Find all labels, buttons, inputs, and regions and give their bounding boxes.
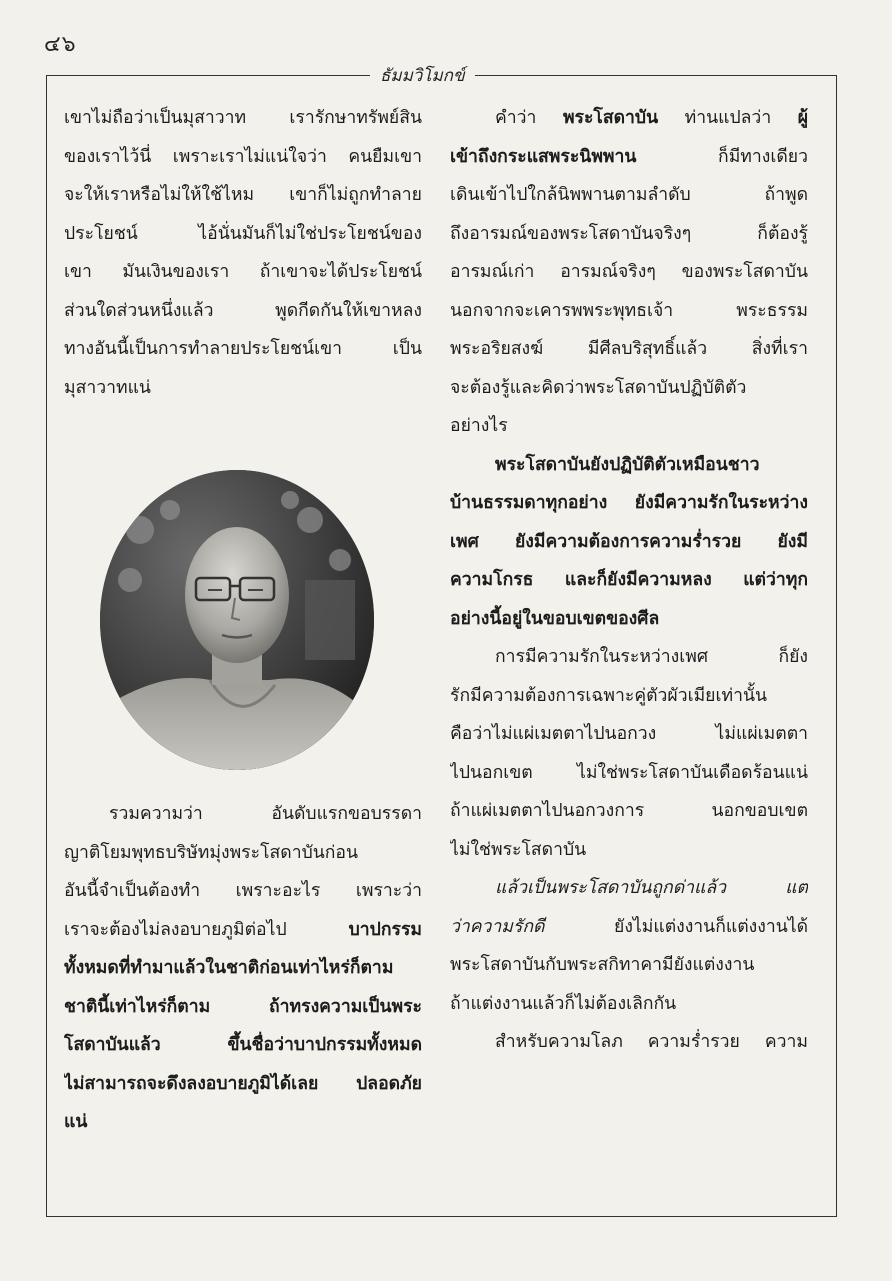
text-line: อารมณ์เก่า อารมณ์จริงๆ ของพระโสดาบัน [450,262,808,282]
text-line: รักมีความต้องการเฉพาะคู่ตัวผัวเมียเท่านั้น [450,685,768,706]
text-line: เดินเข้าไปใกล้นิพพานตามลำดับ ถ้าพูด [450,185,808,205]
text-line: ญาติโยมพุทธบริษัทมุ่งพระโสดาบันก่อน [64,842,359,863]
text-line: ถ้าแต่งงานแล้วก็ไม่ต้องเลิกกัน [450,993,677,1014]
text-line: นอกจากจะเคารพพระพุทธเจ้า พระธรรม [450,300,808,321]
text-line: ประโยชน์ ไอ้นั่นมันก็ไม่ใช่ประโยชน์ของ [64,223,422,244]
text-line-mixed [450,908,808,947]
monk-portrait-photo [100,470,374,770]
left-column-top [64,99,422,407]
text-span: ก็มีทางเดียว [718,146,808,167]
text-line: คือว่าไม่แผ่เมตตาไปนอกวง ไม่แผ่เมตตา [450,724,808,744]
text-span: คำว่า [495,108,537,128]
text-span: ยังไม่แต่งงานก็แต่งงานได้ [614,916,808,937]
text-line: เขาไม่ถือว่าเป็นมุสาวาท เรารักษาทรัพย์สิน [64,108,422,128]
text-line: ของเราไว้นี่ เพราะเราไม่แน่ใจว่า คนยืมเขา [64,146,422,167]
text-line: จะต้องรู้และคิดว่าพระโสดาบันปฏิบัติตัว [450,377,747,398]
text-line: ถึงอารมณ์ของพระโสดาบันจริงๆ ก็ต้องรู้ [450,223,808,244]
text-span: ท่านแปลว่า [684,108,772,128]
text-line: พระโสดาบันกับพระสกิทาคามียังแต่งงาน [450,955,755,975]
right-column [450,99,808,1062]
bold-text-span: บาปกรรม [348,919,422,940]
bold-term: เข้าถึงกระแสพระนิพพาน [450,146,637,167]
text-line: อย่างไร [450,416,508,436]
bold-text-line: ทั้งหมดที่ทำมาแล้วในชาติก่อนเท่าไหร่ก็ตาม [64,958,394,978]
bold-text-line: เพศ ยังมีความต้องการความร่ำรวย ยังมี [450,531,808,552]
text-line: จะให้เราหรือไม่ให้ใช้ไหม เขาก็ไม่ถูกทำลาย [64,185,422,205]
text-line: เขา มันเงินของเรา ถ้าเขาจะได้ประโยชน์ [64,262,422,282]
running-header: ธัมมวิโมกข์ [370,62,475,89]
bold-text-line: แน่ [64,1112,88,1132]
text-line: ทางอันนี้เป็นการทำลายประโยชน์เขา เป็น [64,339,422,359]
bold-text-line: ไม่สามารถจะดึงลงอบายภูมิได้เลย ปลอดภัย [64,1073,422,1094]
italic-text-line: แล้วเป็นพระโสดาบันถูกด่าแล้ว แต่ [495,878,808,898]
text-line: ส่วนใดส่วนหนึ่งแล้ว พูดกีดกันให้เขาหลง [64,300,422,321]
italic-text-span: ว่าความรักดี [450,916,545,937]
text-line: รวมความว่า อันดับแรกขอบรรดา [109,804,422,824]
text-line-mixed [450,99,808,138]
text-line: อันนี้จำเป็นต้องทำ เพราะอะไร เพราะว่า [64,881,422,901]
text-line: การมีความรักในระหว่างเพศ ก็ยัง [495,647,808,667]
bold-text-line: ความโกรธ และก็ยังมีความหลง แต่ว่าทุก [450,570,808,590]
text-line: ไปนอกเขต ไม่ใช่พระโสดาบันเดือดร้อนแน่ [450,762,808,783]
page-number: ๔๖ [44,32,77,57]
bold-text-line: ชาตินี้เท่าไหร่ก็ตาม ถ้าทรงความเป็นพระ [64,996,422,1017]
bold-text-line: บ้านธรรมดาทุกอย่าง ยังมีความรักในระหว่าง [450,493,808,513]
text-line-mixed [450,138,808,177]
text-line: สำหรับความโลภ ความร่ำรวย ความ [495,1032,808,1052]
bold-text-line: อย่างนี้อยู่ในขอบเขตของศีล [450,608,660,629]
text-line: มุสาวาทแน่ [64,377,151,398]
text-line: ไม่ใช่พระโสดาบัน [450,839,587,860]
text-line: พระอริยสงฆ์ มีศีลบริสุทธิ์แล้ว สิ่งที่เรา [450,339,808,359]
left-column-bottom [64,795,422,1142]
text-span: เราจะต้องไม่ลงอบายภูมิต่อไป [64,919,287,940]
text-line: ถ้าแผ่เมตตาไปนอกวงการ นอกขอบเขต [450,801,808,821]
bold-text-line: โสดาบันแล้ว ขึ้นชื่อว่าบาปกรรมทั้งหมด [64,1035,422,1055]
bold-term: พระโสดาบัน [562,108,659,128]
text-line-mixed [64,911,422,950]
bold-text-line: พระโสดาบันยังปฏิบัติตัวเหมือนชาว [495,454,760,475]
bold-term: ผู้ [797,108,808,128]
